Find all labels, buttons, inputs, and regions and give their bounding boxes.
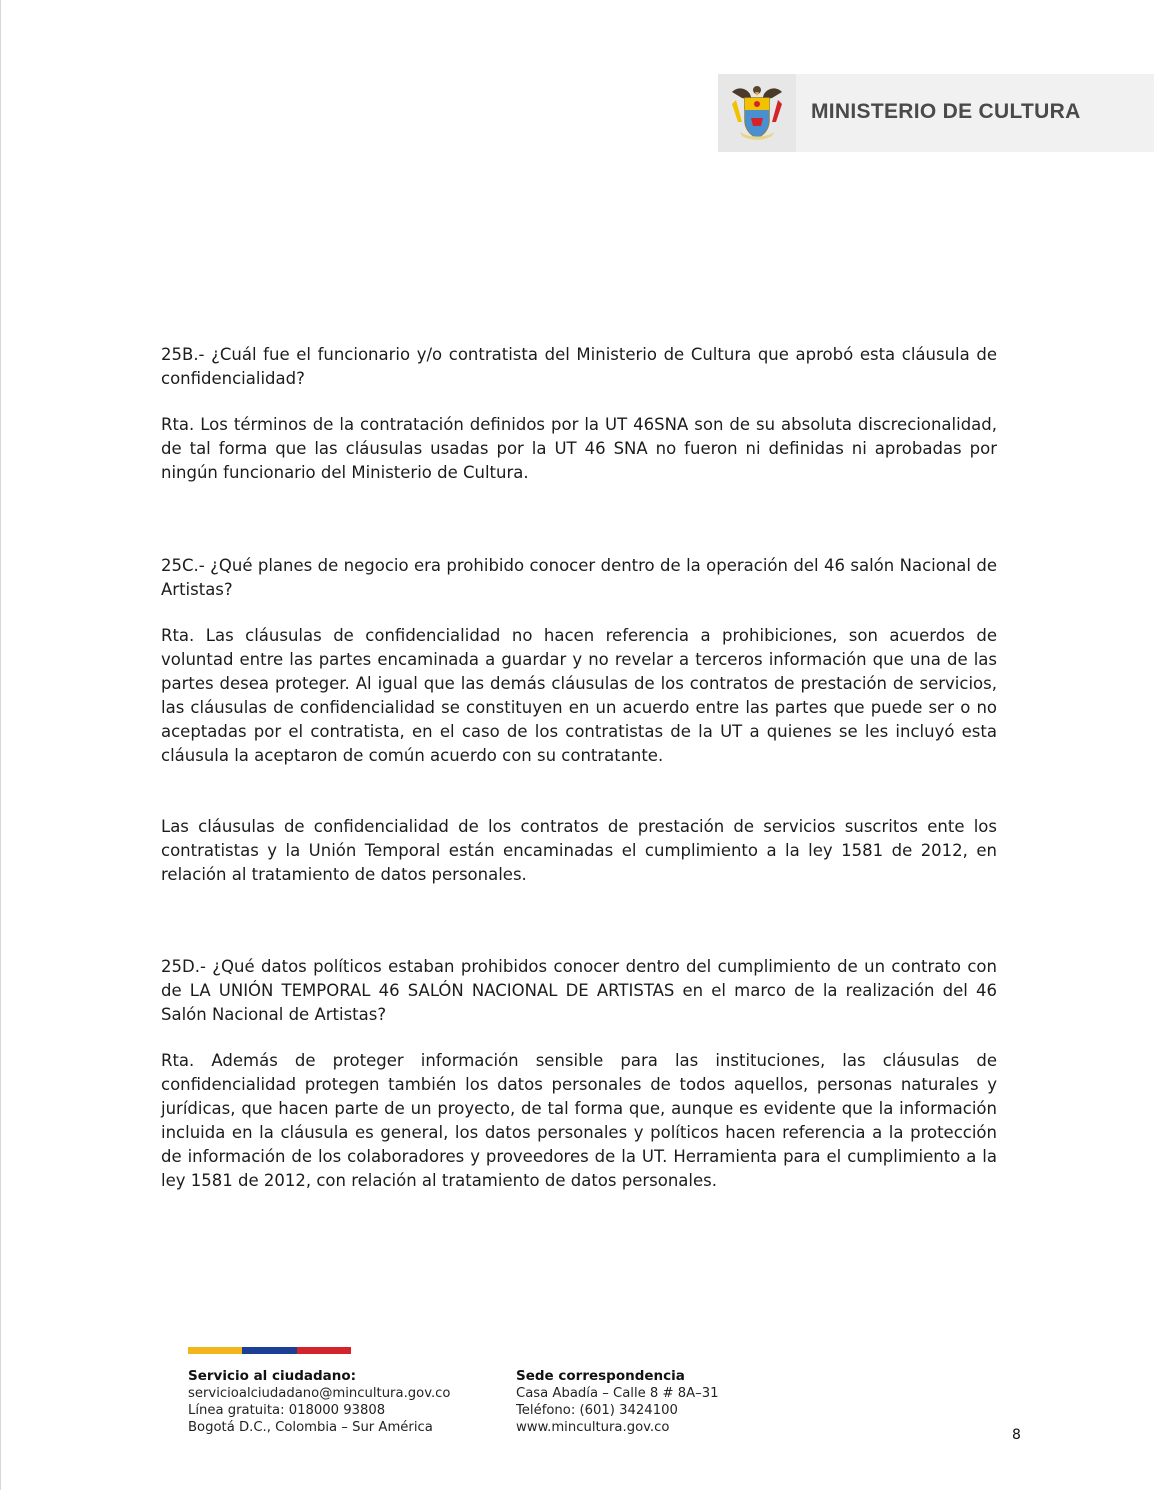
answer-25c-paragraph-2: Las cláusulas de confidencialidad de los contratos de prestación de servicios suscritos ente los contratistas y la Unión Temporal están encaminadas el cumplimiento a la ley 1581 de 2012, en relación al tratamiento de datos personales. — [161, 817, 997, 884]
flag-stripe-red — [297, 1347, 351, 1354]
correspondence-heading: Sede correspondencia — [516, 1368, 685, 1384]
emblem-box — [718, 74, 796, 152]
correspondence-website[interactable]: www.mincultura.gov.co — [516, 1420, 670, 1435]
page-number: 8 — [1012, 1427, 1021, 1443]
question-block-25c — [161, 554, 997, 602]
answer-block-25c — [161, 624, 997, 768]
flag-stripe-yellow — [188, 1347, 242, 1354]
ministry-title: MINISTERIO DE CULTURA — [811, 100, 1081, 123]
page-edge — [0, 0, 1, 1490]
answer-block-25d — [161, 1049, 997, 1193]
ministry-header — [718, 74, 1154, 152]
citizen-service-email[interactable]: servicioalciudadano@mincultura.gov.co — [188, 1386, 451, 1401]
colombia-coat-of-arms-icon — [728, 82, 786, 142]
answer-block-25b — [161, 413, 997, 485]
answer-25d: Rta. Además de proteger información sensible para las instituciones, las cláusulas de confidencialidad protegen también los datos personales de todos aquellos, personas naturales y jurídicas, que hacen parte de un proyecto, de tal forma que, aunque es evidente que la información incluida en la cláusula es general, los datos personales y políticos hacen referencia a la protección de información de los colaboradores y proveedores de la UT. Herramienta para el cumplimiento a la ley 1581 de 2012, con relación al tratamiento de datos personales. — [161, 1051, 997, 1190]
flag-color-bar — [188, 1347, 351, 1354]
citizen-service-block — [188, 1368, 451, 1436]
answer-block-25c-2 — [161, 815, 997, 887]
citizen-service-location: Bogotá D.C., Colombia – Sur América — [188, 1420, 433, 1435]
correspondence-phone: Teléfono: (601) 3424100 — [516, 1403, 678, 1418]
question-25c: 25C.- ¿Qué planes de negocio era prohibido conocer dentro de la operación del 46 salón Nacional de Artistas? — [161, 556, 997, 599]
question-block-25d — [161, 955, 997, 1027]
correspondence-block — [516, 1368, 719, 1436]
question-block-25b — [161, 343, 997, 391]
citizen-service-heading: Servicio al ciudadano: — [188, 1368, 357, 1384]
answer-25b: Rta. Los términos de la contratación definidos por la UT 46SNA son de su absoluta discrecionalidad, de tal forma que las cláusulas usadas por la UT 46 SNA no fueron ni definidas ni aprobadas por ningún funcionario del Ministerio de Cultura. — [161, 415, 997, 482]
answer-25c: Rta. Las cláusulas de confidencialidad no hacen referencia a prohibiciones, son acuerdos de voluntad entre las partes encaminada a guardar y no revelar a terceros información que una de las partes desea proteger. Al igual que las demás cláusulas de los contratos de prestación de servicios, las cláusulas de confidencialidad se constituyen en un acuerdo entre las partes que puede ser o no aceptadas por el contratista, en el caso de los contratistas de la UT a quienes se les incluyó esta cláusula la aceptaron de común acuerdo con su contratante. — [161, 626, 997, 765]
question-25d: 25D.- ¿Qué datos políticos estaban prohibidos conocer dentro del cumplimiento de un contrato con de LA UNIÓN TEMPORAL 46 SALÓN NACIONAL DE ARTISTAS en el marco de la realización del 46 Salón Nacional de Artistas? — [161, 957, 997, 1024]
flag-stripe-blue — [242, 1347, 297, 1354]
citizen-service-toll-free: Línea gratuita: 018000 93808 — [188, 1403, 386, 1418]
question-25b: 25B.- ¿Cuál fue el funcionario y/o contratista del Ministerio de Cultura que aprobó esta cláusula de confidencialidad? — [161, 345, 997, 388]
correspondence-address: Casa Abadía – Calle 8 # 8A–31 — [516, 1386, 719, 1401]
